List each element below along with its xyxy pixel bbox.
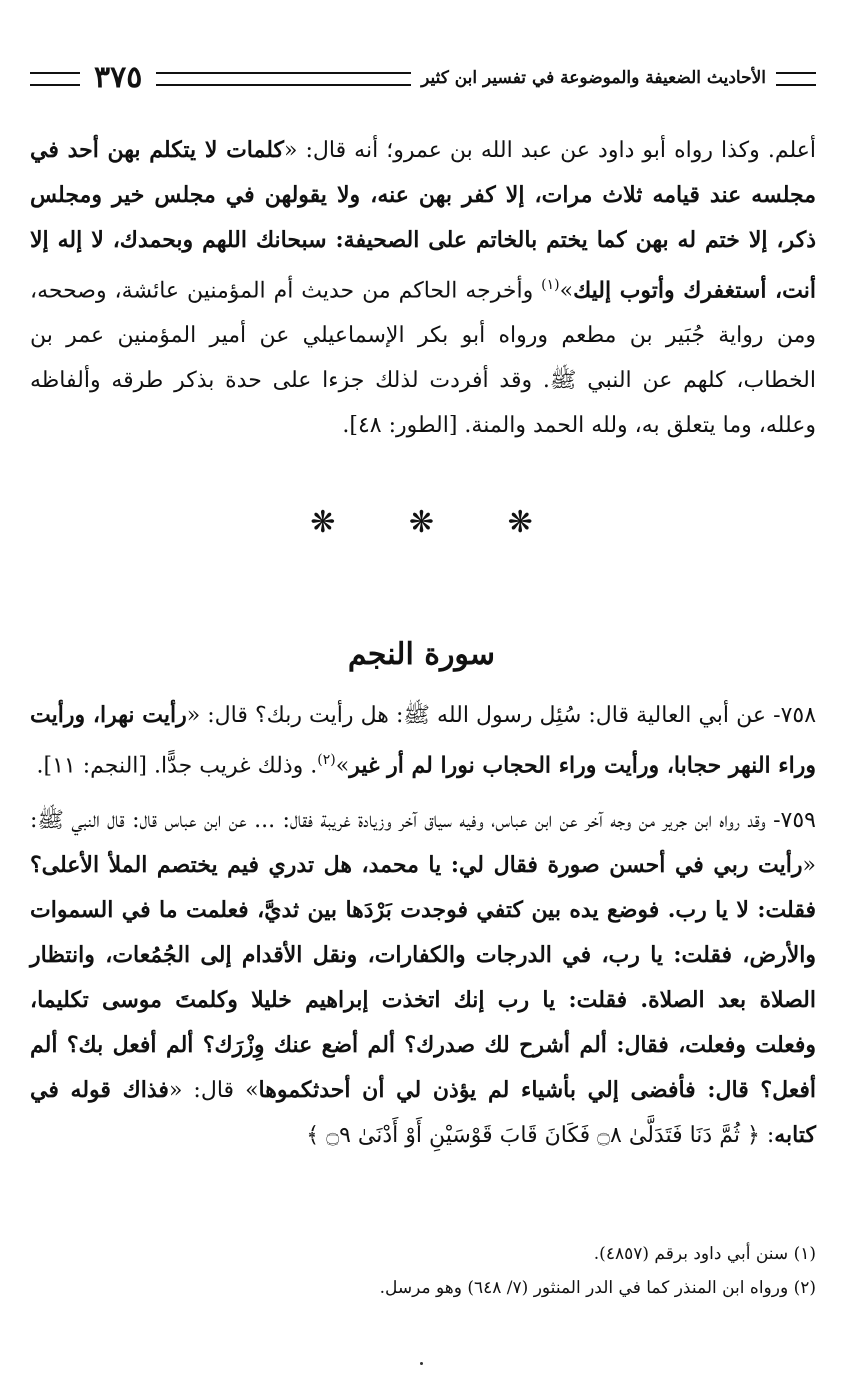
page-mark bbox=[420, 1362, 423, 1365]
hadith-quote: رأيت ربي في أحسن صورة فقال لي: يا محمد، هل تدري فيم يختصم الملأ الأعلى؟ فقلت: لا يا رب. فوضع يده بين كتفي فوجدت بَرْدَها بين ثديَّ، فعلمت ما في السموات والأرض، فقلت: يا رب، في الدرجات والكفارات، ونقل الأقدام إلى الجُمُعات، وانتظار الصلاة بعد الصلاة. فقلت: يا رب إنك اتخذت إبراهيم خليلا وكلمتَ موسى تكليما، وفعلت وفعلت، فقال: ألم أشرح لك صدرك؟ ألم أضع عنك وِزْرَك؟ ألم أفعل بك؟ ألم أفعل؟ قال: فأفضى إلي بأشياء لم يؤذن لي أن أحدثكموها bbox=[30, 852, 816, 1104]
text-run: » bbox=[559, 278, 574, 304]
hadith-quote: كلمات لا يتكلم بهن أحد في مجلسه عند قيامه ثلاث مرات، إلا كفر بهن عنه، ولا يقولهن في مجلس خير ومجلس ذكر، إلا ختم له بهن كما يختم بالخاتم على الصحيفة: سبحانك اللهم وبحمدك، لا إله إلا أنت، أستغفرك وأتوب إليك bbox=[30, 137, 817, 304]
footnote: (٢) ورواه ابن المنذر كما في الدر المنثور (٧/ ٦٤٨) وهو مرسل. bbox=[379, 1278, 816, 1298]
footnote: (١) سنن أبي داود برقم (٤٨٥٧). bbox=[593, 1244, 816, 1264]
paragraph bbox=[30, 128, 816, 448]
paragraph-continuation bbox=[30, 128, 816, 448]
star-icon: ❋ bbox=[310, 505, 336, 540]
star-icon: ❋ bbox=[507, 505, 533, 540]
footnotes bbox=[30, 1237, 816, 1305]
text-run: » bbox=[335, 753, 350, 779]
text-run: » قال: « bbox=[168, 1078, 259, 1104]
star-icon: ❋ bbox=[408, 505, 435, 540]
quran-verse: : ﴿ ثُمَّ دَنَا فَتَدَلَّىٰ ۝٨ فَكَانَ قَابَ قَوْسَيْنِ أَوْ أَدْنَىٰ ۝٩ ﴾ bbox=[306, 1123, 775, 1149]
text-run: ٧٥٩- وقد رواه ابن جرير من وجه آخر عن ابن عباس، وفيه سياق آخر وزيادة غريبة فقال: ... عن ابن عباس قال: قال النبي ﷺ: « bbox=[30, 808, 816, 879]
footnote-ref[interactable]: (١) bbox=[541, 277, 560, 293]
running-header bbox=[30, 58, 816, 98]
header-rule-right bbox=[776, 72, 816, 86]
hadith-quote: رأيت نهرا، ورأيت وراء النهر حجابا، ورأيت وراء الحجاب نورا لم أر غير bbox=[30, 702, 816, 779]
hadith-quote: فذاك قوله في كتابه bbox=[30, 1077, 816, 1149]
text-run: أعلم. وكذا رواه أبو داود عن عبد الله بن عمرو؛ أنه قال: « bbox=[283, 138, 816, 163]
section-separator bbox=[0, 505, 843, 540]
text-run: وأخرجه الحاكم من حديث أم المؤمنين عائشة، وصححه، ومن رواية جُبَير بن مطعم ورواه أبو بكر الإسماعيلي عن أمير المؤمنين عمر بن الخطاب، كلهم عن النبي ﷺ. وقد أفردت لذلك جزءا على حدة بذكر طرقه وألفاظه وعلله، وما يتعلق به، ولله الحمد والمنة. [الطور: ٤٨]. bbox=[30, 278, 816, 439]
hadith-759 bbox=[30, 798, 816, 1158]
header-rule-left bbox=[30, 72, 80, 86]
text-run: . وذلك غريب جدًّا. [النجم: ١١]. bbox=[36, 753, 318, 779]
header-rule-middle bbox=[156, 72, 411, 86]
surah-section bbox=[30, 693, 816, 1158]
running-title: الأحاديث الضعيفة والموضوعة في تفسير ابن كثير bbox=[421, 68, 766, 88]
text-run: ٧٥٨- عن أبي العالية قال: سُئِل رسول الله ﷺ: هل رأيت ربك؟ قال: « bbox=[186, 703, 817, 728]
hadith-758 bbox=[30, 693, 816, 788]
page-number: ٣٧٥ bbox=[94, 60, 143, 95]
surah-title: سورة النجم bbox=[347, 637, 496, 672]
footnote-ref[interactable]: (٢) bbox=[317, 752, 336, 768]
